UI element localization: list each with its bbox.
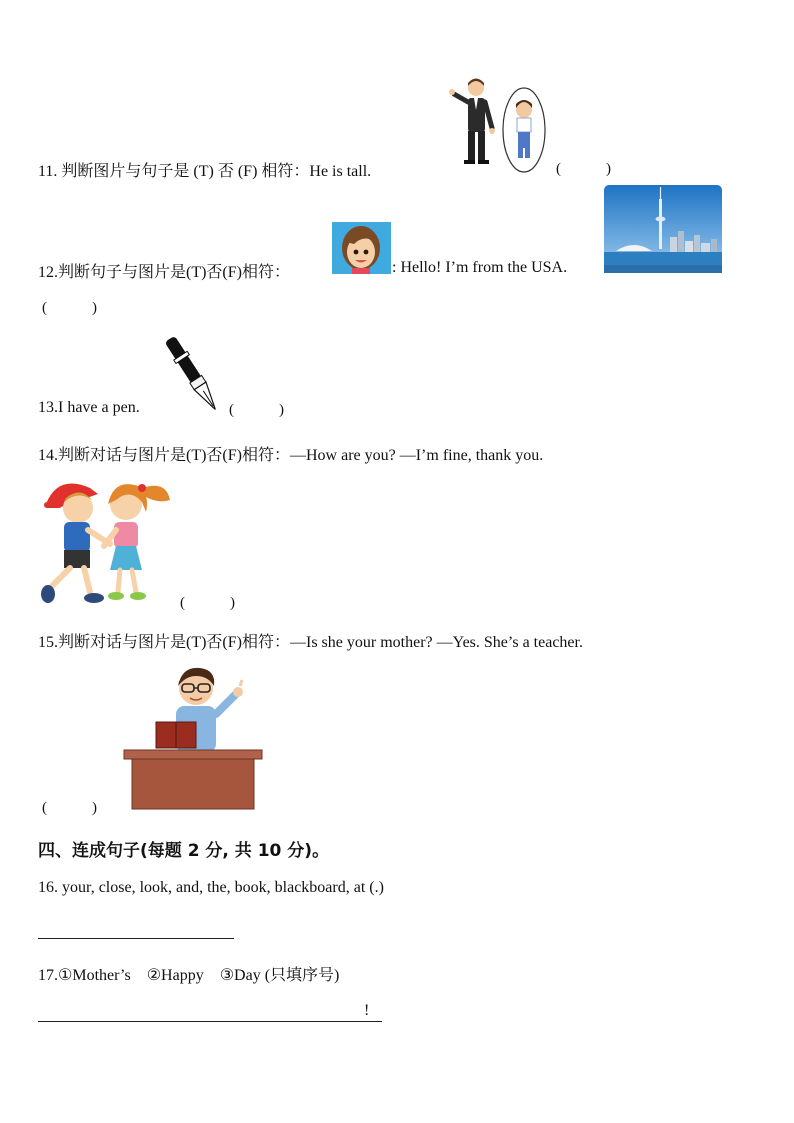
exclamation-mark: ! xyxy=(364,1002,370,1019)
answer-blank-11[interactable]: ( ) xyxy=(556,161,611,177)
teacher-at-desk-illustration xyxy=(120,664,266,814)
answer-blank-14[interactable]: ( ) xyxy=(180,595,235,611)
answer-line-16[interactable] xyxy=(38,938,234,939)
answer-line-17[interactable] xyxy=(38,1021,382,1022)
speech-line-12: : Hello! I’m from the USA. xyxy=(392,259,568,276)
answer-blank-12[interactable]: ( ) xyxy=(42,300,97,316)
answer-blank-13[interactable]: ( ) xyxy=(229,402,284,418)
tall-man-and-boy-illustration xyxy=(444,76,550,174)
section-4-title: 四、连成句子(每题 2 分, 共 10 分)。 xyxy=(38,841,330,861)
question-11: 11. 判断图片与句子是 (T) 否 (F) 相符：He is tall. xyxy=(38,163,372,180)
answer-blank-15[interactable]: ( ) xyxy=(42,800,97,816)
girl-face-illustration xyxy=(332,222,391,274)
question-15: 15.判断对话与图片是(T)否(F)相符：—Is she your mother? —Yes. She’s a teacher. xyxy=(38,634,583,651)
city-skyline-photo xyxy=(604,185,722,273)
children-greeting-illustration xyxy=(38,474,176,608)
question-14: 14.判断对话与图片是(T)否(F)相符：—How are you? —I’m fine, thank you. xyxy=(38,447,544,464)
question-16: 16. your, close, look, and, the, book, blackboard, at (.) xyxy=(38,879,384,896)
question-13: 13.I have a pen. xyxy=(38,399,140,416)
question-17: 17.①Mother’s ②Happy ③Day (只填序号) xyxy=(38,967,340,984)
fountain-pen-illustration xyxy=(160,332,226,418)
question-12: 12.判断句子与图片是(T)否(F)相符： xyxy=(38,264,290,281)
